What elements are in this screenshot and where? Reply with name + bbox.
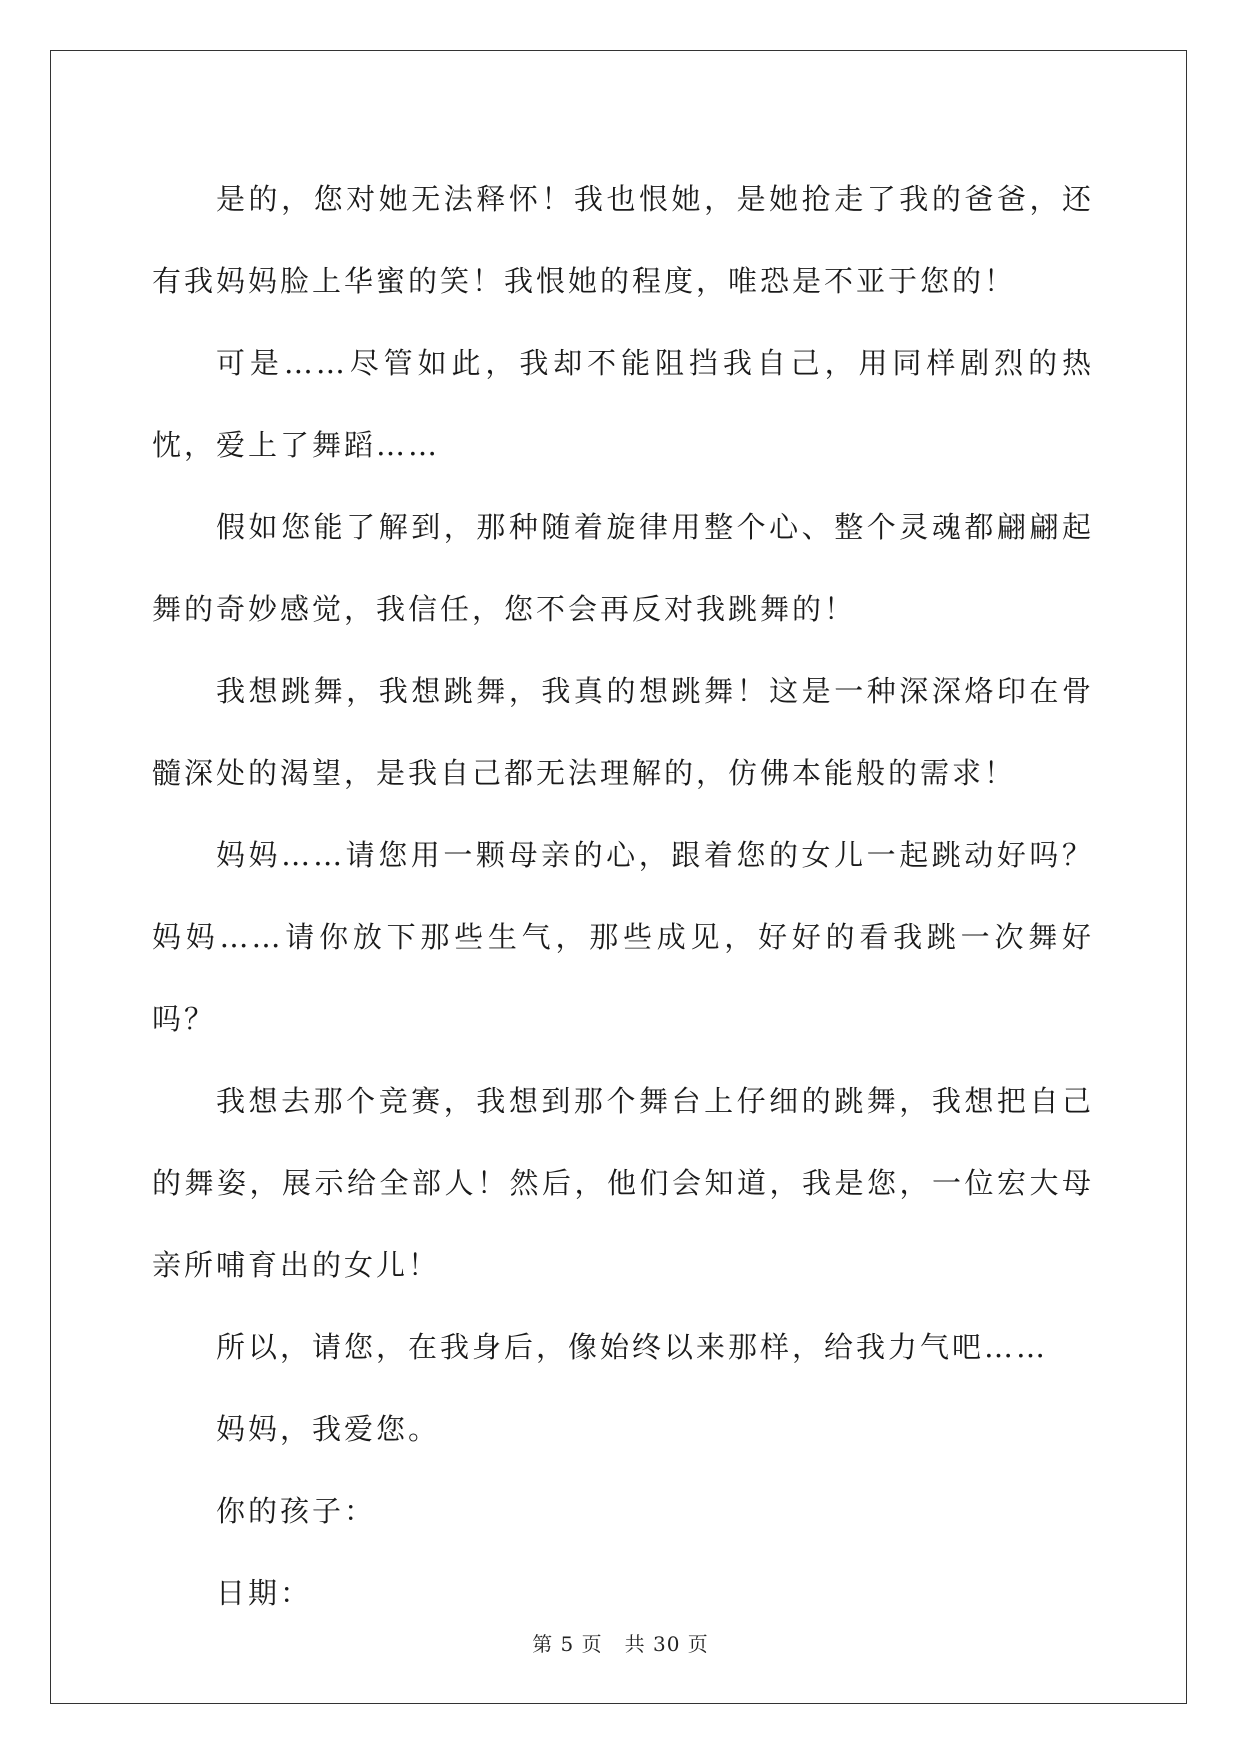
paragraph-2: 可是……尽管如此，我却不能阻挡我自己，用同样剧烈的热忱，爱上了舞蹈……	[152, 346, 1094, 462]
signature-line: 你的孩子：	[216, 1494, 377, 1528]
page-number-current: 第 5 页	[532, 1632, 603, 1656]
paragraph-3: 假如您能了解到，那种随着旋律用整个心、整个灵魂都翩翩起舞的奇妙感觉，我信任，您不会再反对我跳舞的！	[152, 510, 1094, 626]
closing-line: 妈妈，我爱您。	[216, 1412, 441, 1446]
paragraph-7: 所以，请您，在我身后，像始终以来那样，给我力气吧……	[216, 1330, 1049, 1364]
document-body	[152, 158, 1094, 1634]
paragraph-1: 是的，您对她无法释怀！我也恨她，是她抢走了我的爸爸，还有我妈妈脸上华蜜的笑！我恨她的程度，唯恐是不亚于您的！	[152, 182, 1094, 298]
page-footer	[0, 1628, 1241, 1657]
paragraph-4: 我想跳舞，我想跳舞，我真的想跳舞！这是一种深深烙印在骨髓深处的渴望，是我自己都无法理解的，仿佛本能般的需求！	[152, 674, 1094, 790]
date-line: 日期：	[216, 1576, 313, 1610]
paragraph-6: 我想去那个竞赛，我想到那个舞台上仔细的跳舞，我想把自己的舞姿，展示给全部人！然后，他们会知道，我是您，一位宏大母亲所哺育出的女儿！	[152, 1084, 1094, 1282]
page-number-total: 共 30 页	[624, 1632, 709, 1656]
paragraph-5: 妈妈……请您用一颗母亲的心，跟着您的女儿一起跳动好吗？妈妈……请你放下那些生气，那些成见，好好的看我跳一次舞好吗？	[152, 838, 1094, 1036]
